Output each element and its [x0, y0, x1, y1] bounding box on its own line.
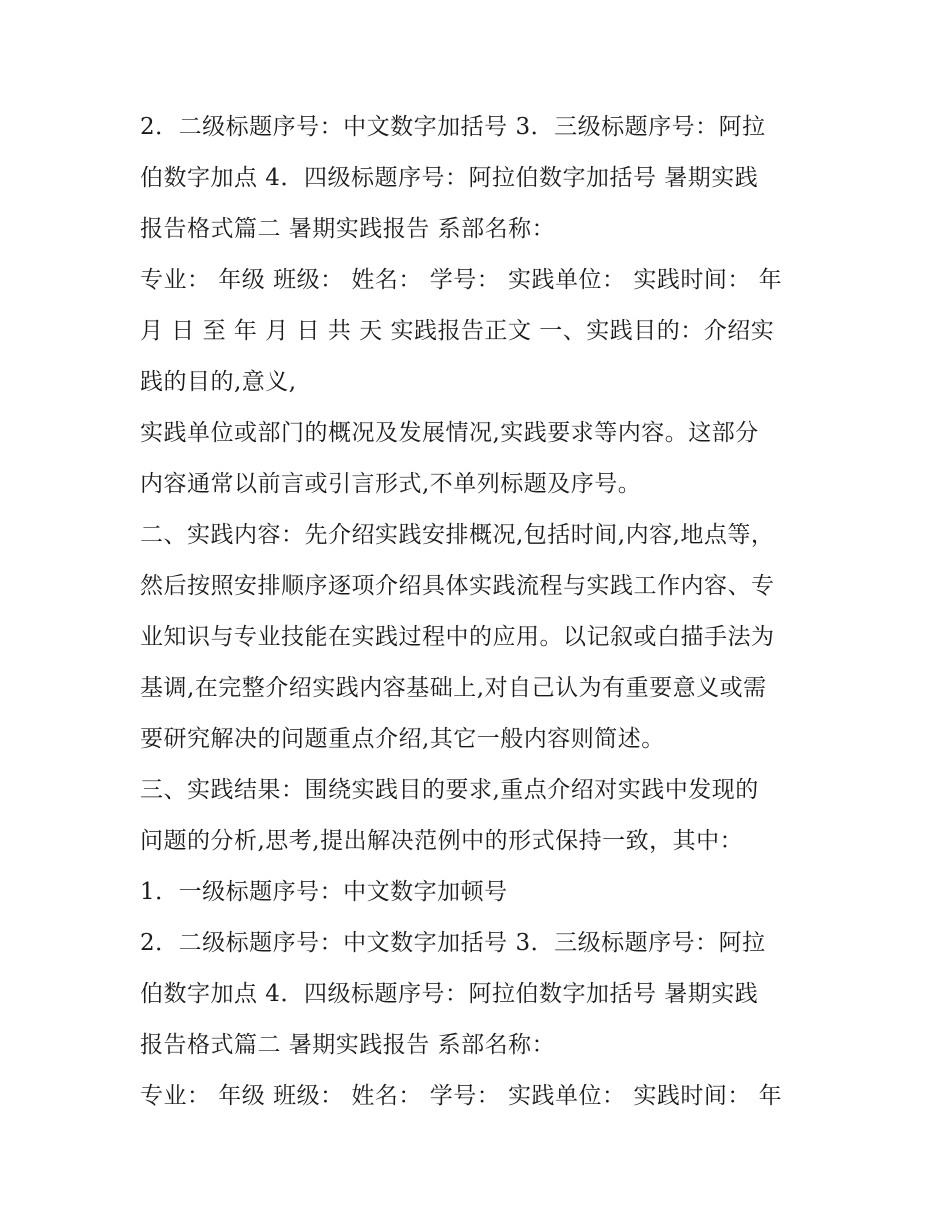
text-line: 报告格式篇二 暑期实践报告 系部名称： — [140, 1032, 556, 1058]
text-line: 业知识与专业技能在实践过程中的应用。以记叙或白描手法为 — [140, 624, 775, 650]
text-line: 2．二级标题序号：中文数字加括号 3．三级标题序号：阿拉 — [140, 114, 766, 140]
text-line: 1．一级标题序号：中文数字加顿号 — [140, 879, 508, 905]
text-line: 问题的分析,思考,提出解决范例中的形式保持一致，其中： — [140, 828, 744, 854]
text-line: 然后按照安排顺序逐项介绍具体实践流程与实践工作内容、专 — [140, 573, 775, 599]
text-line: 伯数字加点 4．四级标题序号：阿拉伯数字加括号 暑期实践 — [140, 165, 759, 191]
document-body — [140, 102, 820, 1122]
text-line: 实践单位或部门的概况及发展情况,实践要求等内容。这部分 — [140, 420, 759, 446]
text-line: 专业： 年级 班级： 姓名： 学号： 实践单位： 实践时间： 年 — [140, 1083, 783, 1109]
text-line: 二、实践内容：先介绍实践安排概况,包括时间,内容,地点等， — [140, 522, 775, 548]
text-line: 月 日 至 年 月 日 共 天 实践报告正文 一、实践目的：介绍实 — [140, 318, 775, 344]
text-line: 基调,在完整介绍实践内容基础上,对自己认为有重要意义或需 — [140, 675, 767, 701]
text-line: 报告格式篇二 暑期实践报告 系部名称： — [140, 216, 556, 242]
text-line: 要研究解决的问题重点介绍,其它一般内容则简述。 — [140, 726, 665, 752]
text-line: 伯数字加点 4．四级标题序号：阿拉伯数字加括号 暑期实践 — [140, 981, 759, 1007]
text-line: 践的目的,意义, — [140, 369, 297, 395]
text-line: 三、实践结果：围绕实践目的要求,重点介绍对实践中发现的 — [140, 777, 759, 803]
text-line: 2．二级标题序号：中文数字加括号 3．三级标题序号：阿拉 — [140, 930, 766, 956]
text-line: 内容通常以前言或引言形式,不单列标题及序号。 — [140, 471, 642, 497]
text-line: 专业： 年级 班级： 姓名： 学号： 实践单位： 实践时间： 年 — [140, 267, 783, 293]
